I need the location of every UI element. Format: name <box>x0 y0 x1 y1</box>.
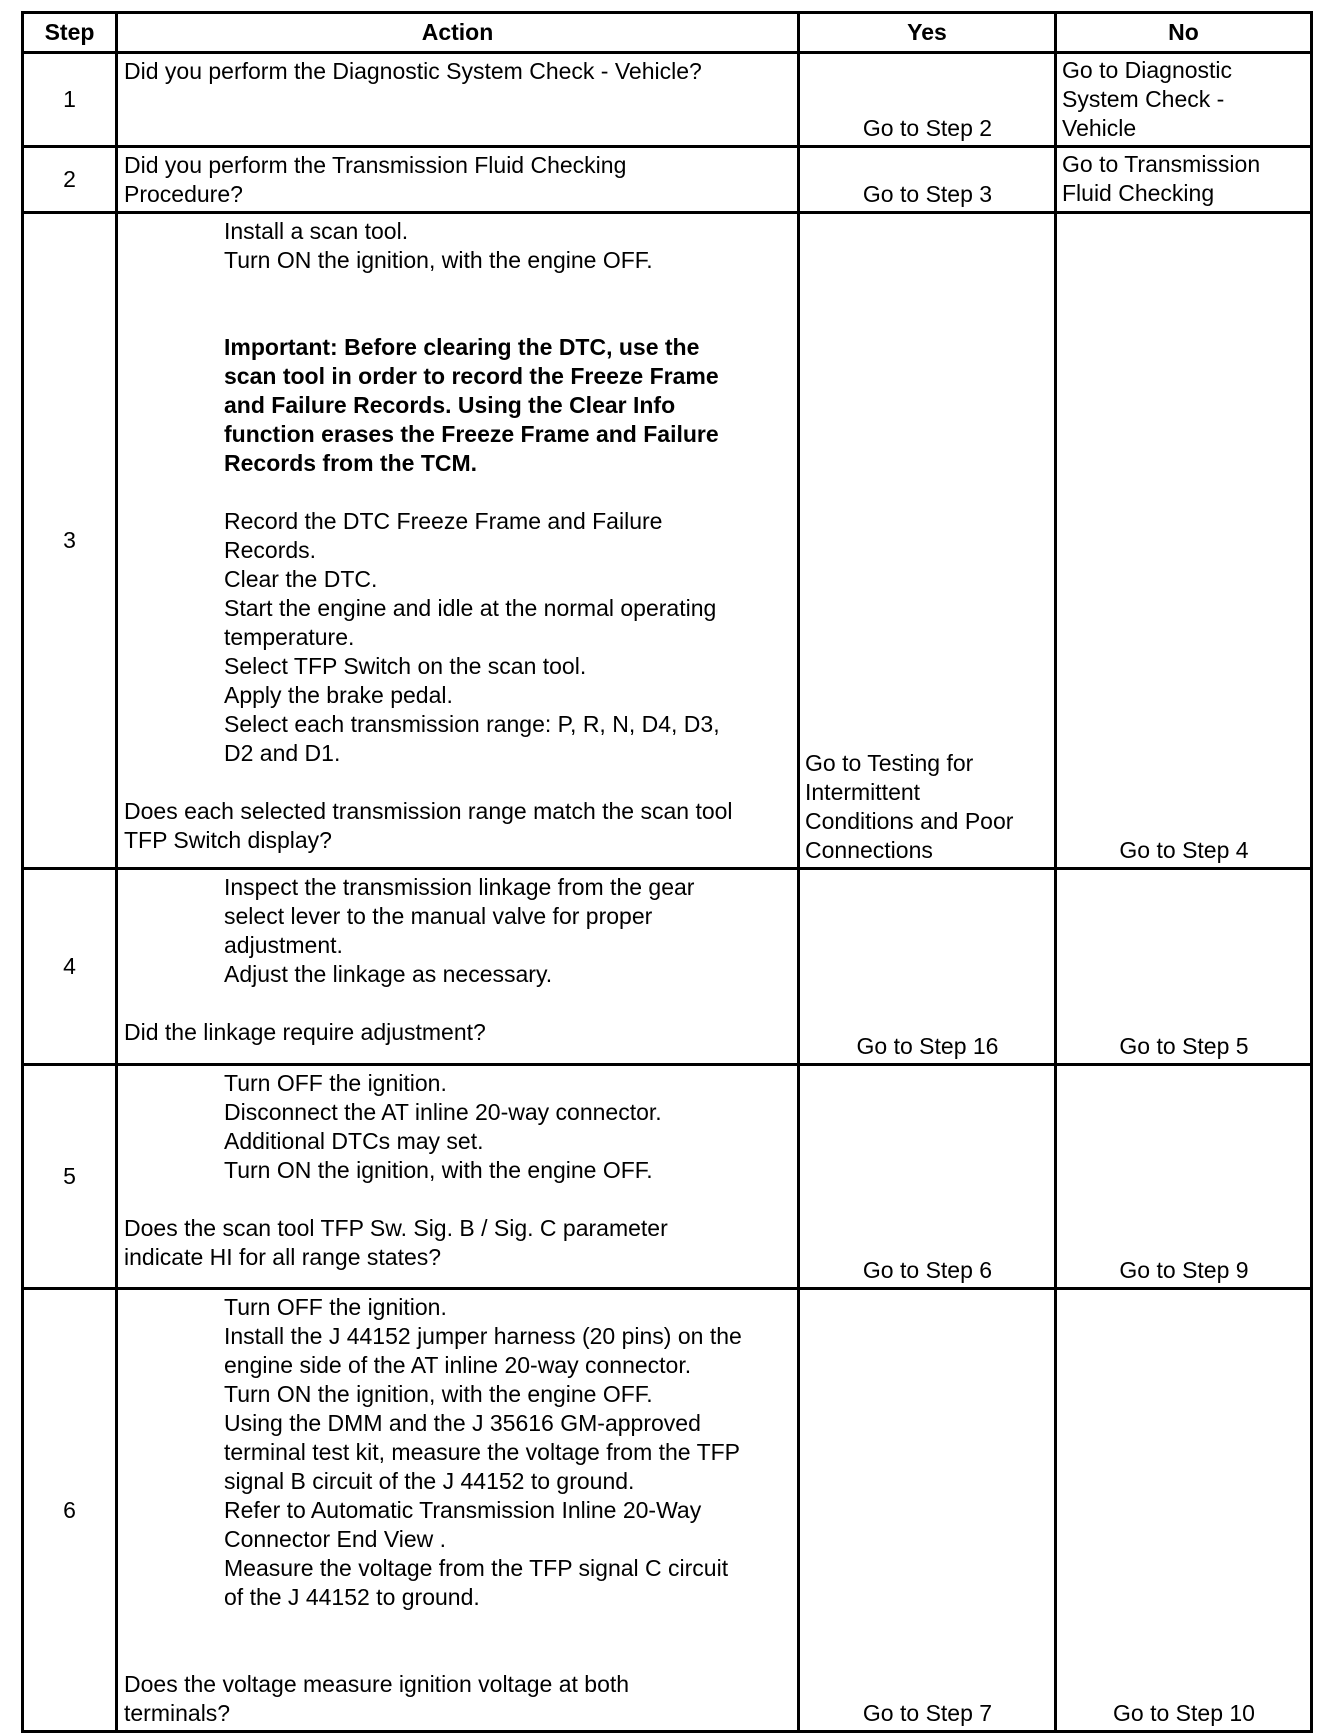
action-step-line: Install a scan tool. <box>224 218 409 244</box>
action-step-line: of the J 44152 to ground. <box>224 1584 480 1610</box>
action-step-line: engine side of the AT inline 20-way connector. <box>224 1352 692 1378</box>
no-cell: Go to Step 4 <box>1056 213 1312 869</box>
action-cell <box>117 869 799 1065</box>
action-step-line: Adjust the linkage as necessary. <box>224 961 553 987</box>
action-step-line: Disconnect the AT inline 20-way connector. <box>224 1099 662 1125</box>
important-line: function erases the Freeze Frame and Failure <box>224 421 719 447</box>
action-cell <box>117 53 799 147</box>
action-cell <box>117 1065 799 1289</box>
action-step-line: Additional DTCs may set. <box>224 1128 484 1154</box>
step-number: 3 <box>23 213 117 869</box>
question-line: Does each selected transmission range match the scan tool <box>124 798 733 824</box>
action-step-line: Turn ON the ignition, with the engine OFF. <box>224 1157 653 1183</box>
action-step-line: select lever to the manual valve for proper <box>224 903 653 929</box>
no-cell: Go to Step 9 <box>1056 1065 1312 1289</box>
table-row <box>23 213 1312 869</box>
important-line: and Failure Records. Using the Clear Info <box>224 392 676 418</box>
yes-cell: Go to Step 3 <box>799 147 1056 213</box>
header-yes: Yes <box>799 13 1056 53</box>
action-step-line: D2 and D1. <box>224 740 341 766</box>
question-line: indicate HI for all range states? <box>124 1244 442 1270</box>
action-step-line: Record the DTC Freeze Frame and Failure <box>224 508 663 534</box>
header-row <box>23 13 1312 53</box>
no-cell: Go to Step 5 <box>1056 869 1312 1065</box>
action-step-line: Install the J 44152 jumper harness (20 pins) on the <box>224 1323 742 1349</box>
table-row <box>23 869 1312 1065</box>
action-step-line: Refer to Automatic Transmission Inline 20-Way <box>224 1497 702 1523</box>
no-cell <box>1056 147 1312 213</box>
action-step-line: Records. <box>224 537 317 563</box>
table-row <box>23 1289 1312 1732</box>
yes-line: Intermittent <box>805 779 921 805</box>
diagnostic-table <box>21 11 1313 1733</box>
action-step-line: adjustment. <box>224 932 343 958</box>
question-line: Did you perform the Transmission Fluid Checking <box>124 152 627 178</box>
table-row <box>23 1065 1312 1289</box>
header-step: Step <box>23 13 117 53</box>
step-number: 5 <box>23 1065 117 1289</box>
action-steps <box>124 1069 793 1185</box>
no-line: Go to Diagnostic <box>1062 57 1233 83</box>
action-step-line: Turn OFF the ignition. <box>224 1070 447 1096</box>
no-cell <box>1056 53 1312 147</box>
action-step-line: Start the engine and idle at the normal operating <box>224 595 717 621</box>
table-row <box>23 53 1312 147</box>
action-steps <box>124 217 793 768</box>
action-step-line: Turn ON the ignition, with the engine OFF. <box>224 247 653 273</box>
action-step-line: Turn ON the ignition, with the engine OFF. <box>224 1381 653 1407</box>
yes-cell: Go to Step 7 <box>799 1289 1056 1732</box>
action-step-line: temperature. <box>224 624 355 650</box>
action-step-line: Using the DMM and the J 35616 GM-approved <box>224 1410 701 1436</box>
action-step-line: Select TFP Switch on the scan tool. <box>224 653 587 679</box>
question-line: Does the scan tool TFP Sw. Sig. B / Sig. C parameter <box>124 1215 668 1241</box>
action-step-line: Clear the DTC. <box>224 566 378 592</box>
action-step-line: Turn OFF the ignition. <box>224 1294 447 1320</box>
step-number: 6 <box>23 1289 117 1732</box>
yes-cell <box>799 213 1056 869</box>
yes-line: Conditions and Poor <box>805 808 1014 834</box>
action-step-line: Connector End View . <box>224 1526 447 1552</box>
action-cell <box>117 147 799 213</box>
no-line: Vehicle <box>1062 115 1137 141</box>
header-action: Action <box>117 13 799 53</box>
question-line: Does the voltage measure ignition voltage at both <box>124 1671 630 1697</box>
header-no: No <box>1056 13 1312 53</box>
step-number: 2 <box>23 147 117 213</box>
no-line: System Check - <box>1062 86 1225 112</box>
step-number: 1 <box>23 53 117 147</box>
important-note <box>224 333 793 478</box>
no-line: Fluid Checking <box>1062 180 1215 206</box>
action-step-line: terminal test kit, measure the voltage from the TFP <box>224 1439 741 1465</box>
action-step-line: Select each transmission range: P, R, N, D4, D3, <box>224 711 720 737</box>
action-step-line: signal B circuit of the J 44152 to ground. <box>224 1468 635 1494</box>
yes-line: Go to Testing for <box>805 750 974 776</box>
question-line: terminals? <box>124 1700 231 1726</box>
step-number: 4 <box>23 869 117 1065</box>
action-step-line: Apply the brake pedal. <box>224 682 453 708</box>
important-line: Records from the TCM. <box>224 450 478 476</box>
yes-cell: Go to Step 6 <box>799 1065 1056 1289</box>
action-cell <box>117 1289 799 1732</box>
no-line: Go to Transmission <box>1062 151 1261 177</box>
action-step-line: Measure the voltage from the TFP signal C circuit <box>224 1555 729 1581</box>
important-line: Important: Before clearing the DTC, use the <box>224 334 700 360</box>
table-row <box>23 147 1312 213</box>
question-line: Did the linkage require adjustment? <box>124 1019 486 1045</box>
yes-line: Connections <box>805 837 933 863</box>
action-steps <box>124 873 793 989</box>
action-cell <box>117 213 799 869</box>
question-line: Did you perform the Diagnostic System Check - Vehicle? <box>124 58 702 84</box>
important-line: scan tool in order to record the Freeze Frame <box>224 363 719 389</box>
action-step-line: Inspect the transmission linkage from the gear <box>224 874 695 900</box>
no-cell: Go to Step 10 <box>1056 1289 1312 1732</box>
yes-cell: Go to Step 2 <box>799 53 1056 147</box>
question-line: Procedure? <box>124 181 243 207</box>
diagnostic-table-sheet <box>21 11 1310 1733</box>
yes-cell: Go to Step 16 <box>799 869 1056 1065</box>
question-line: TFP Switch display? <box>124 827 332 853</box>
action-steps <box>124 1293 793 1612</box>
